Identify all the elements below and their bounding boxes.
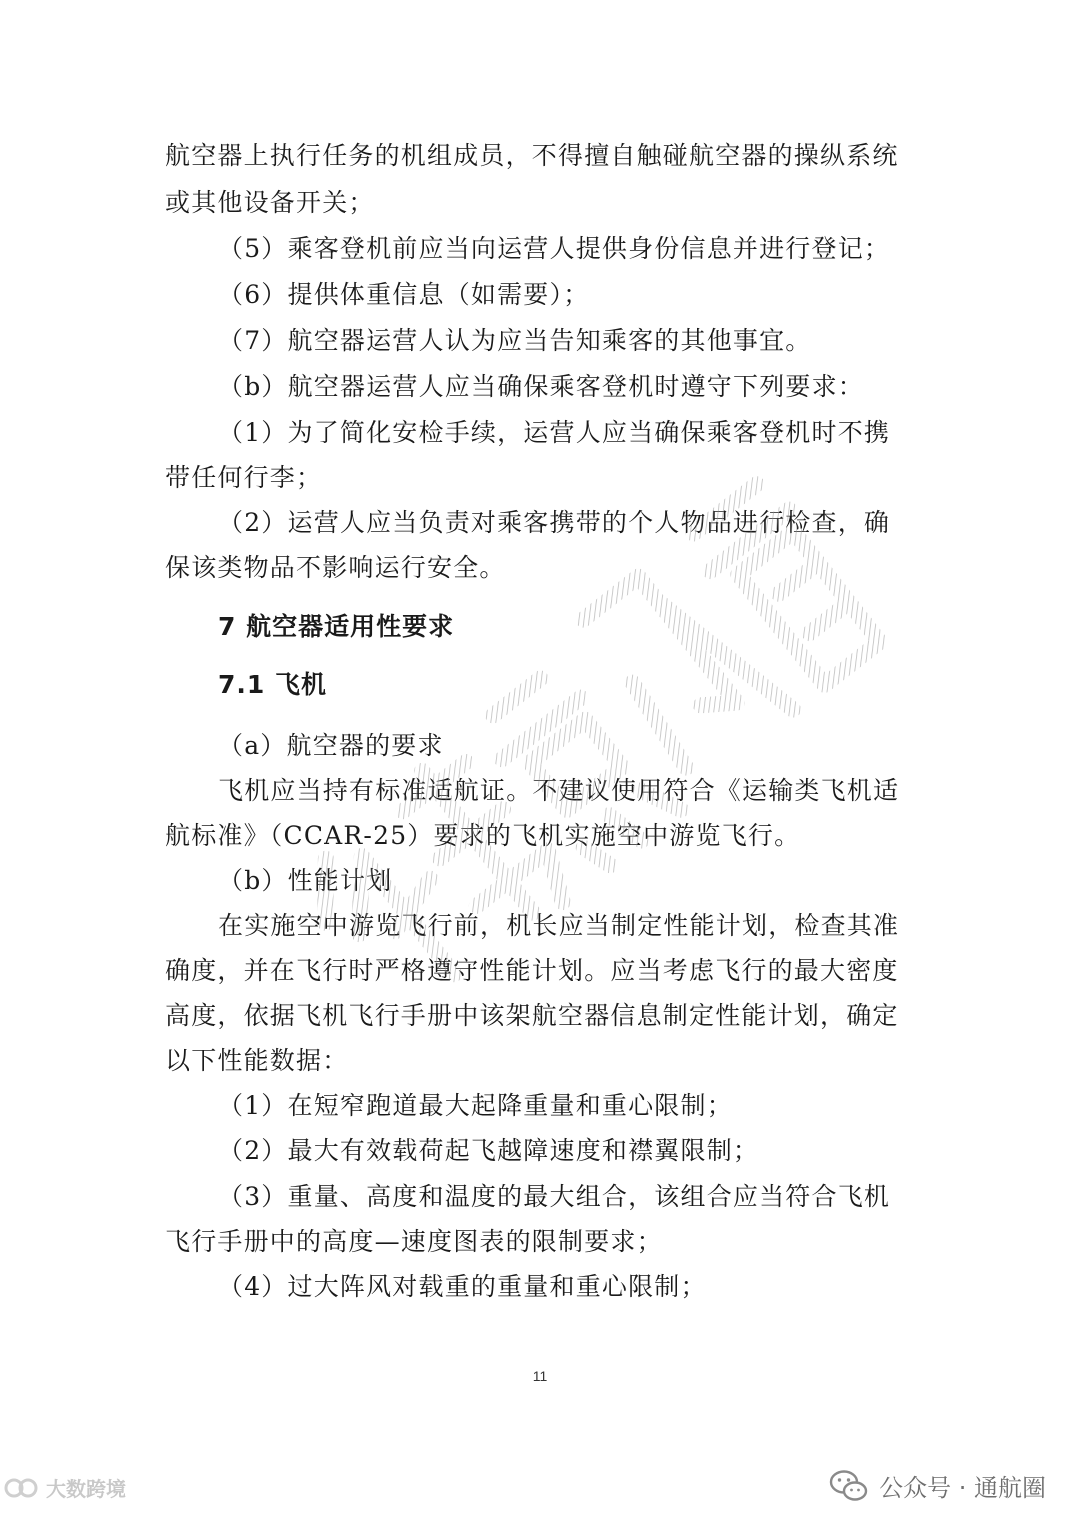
- perf-item-2: （2）最大有效载荷起飞越障速度和襟翼限制；: [218, 1136, 760, 1165]
- footer-brand-left-text: 大数跨境: [46, 1477, 126, 1501]
- list-item-5: （5）乘客登机前应当向运营人提供身份信息并进行登记；: [218, 234, 891, 263]
- body-line-performance-2: 确度，并在飞行时严格遵守性能计划。应当考虑飞行的最大密度: [165, 956, 899, 985]
- body-line-performance-3: 高度，依据飞机飞行手册中该架航空器信息制定性能计划，确定: [165, 1001, 899, 1030]
- page-number: 11: [532, 1368, 548, 1384]
- list-item-2: （2）运营人应当负责对乘客携带的个人物品进行检查，确: [218, 508, 891, 537]
- perf-item-1: （1）在短窄跑道最大起降重量和重心限制；: [218, 1091, 733, 1120]
- subsection-a: （a）航空器的要求: [218, 731, 444, 760]
- body-line-performance-1: 在实施空中游览飞行前，机长应当制定性能计划，检查其准: [218, 911, 900, 940]
- footer-brand-right-text: 公众号 · 通航圈: [879, 1474, 1046, 1502]
- body-line-performance-4: 以下性能数据：: [165, 1046, 349, 1075]
- brand-logo-icon: [4, 1475, 40, 1501]
- body-line-2: 或其他设备开关；: [165, 188, 375, 217]
- body-line-airworthiness: 飞机应当持有标准适航证。不建议使用符合《运输类飞机适: [218, 776, 900, 805]
- list-item-6: （6）提供体重信息（如需要）；: [218, 280, 590, 309]
- subsection-b: （b）性能计划: [218, 866, 393, 895]
- perf-item-4: （4）过大阵风对载重的重量和重心限制；: [218, 1272, 707, 1301]
- body-line-ccar: 航标准》（CCAR-25）要求的飞机实施空中游览飞行。: [165, 821, 801, 850]
- footer-brand-left: [4, 1473, 126, 1502]
- list-item-1: （1）为了简化安检手续，运营人应当确保乘客登机时不携: [218, 418, 891, 447]
- body-line-1: 航空器上执行任务的机组成员，不得擅自触碰航空器的操纵系统: [165, 141, 899, 170]
- perf-item-3-cont: 飞行手册中的高度—速度图表的限制要求；: [165, 1227, 663, 1256]
- list-item-1-cont: 带任何行李；: [165, 463, 323, 492]
- list-item-7: （7）航空器运营人认为应当告知乘客的其他事宜。: [218, 326, 812, 355]
- paragraph-b: （b）航空器运营人应当确保乘客登机时遵守下列要求：: [218, 372, 865, 401]
- perf-item-3: （3）重量、高度和温度的最大组合，该组合应当符合飞机: [218, 1182, 891, 1211]
- list-item-2-cont: 保该类物品不影响运行安全。: [165, 553, 506, 582]
- section-heading-7-1: 7.1 飞机: [218, 670, 327, 699]
- footer-brand-right: [829, 1468, 1046, 1503]
- wechat-icon: [829, 1469, 869, 1503]
- section-heading-7: 7 航空器适用性要求: [218, 612, 455, 641]
